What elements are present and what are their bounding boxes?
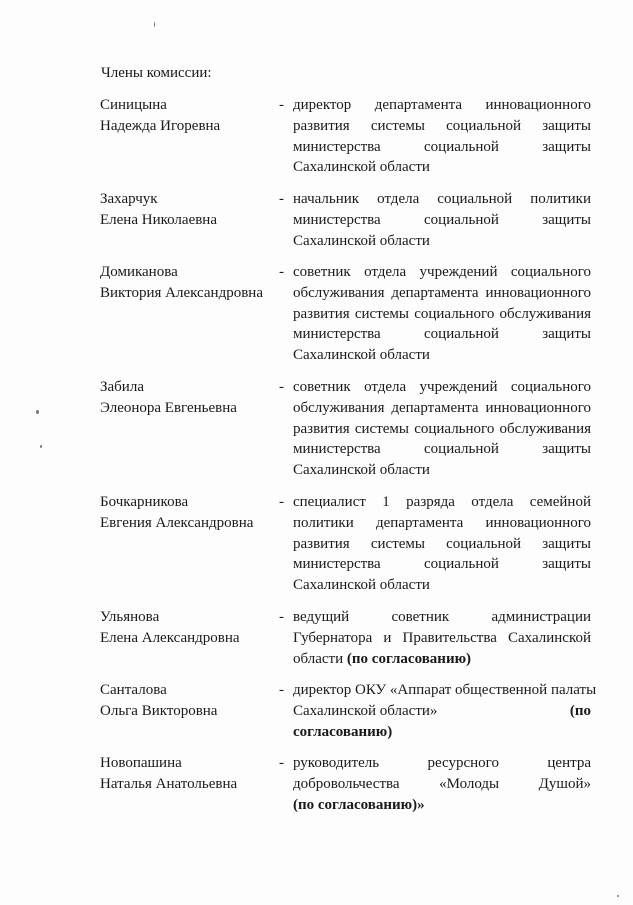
role-line: обслуживания департамента инновационного [293, 399, 591, 416]
role-line: развития системы социальной защиты [293, 535, 591, 552]
member-given-name: Евгения Александровна [100, 514, 254, 531]
member-name [100, 680, 275, 722]
member-name [100, 377, 275, 419]
approval-note: (по [569, 702, 591, 719]
member-role [293, 607, 591, 669]
role-line: начальник отдела социальной политики [293, 191, 591, 207]
dash-separator: - [279, 379, 284, 395]
role-line: руководитель ресурсного центра [293, 755, 591, 771]
member-role [293, 377, 591, 481]
role-line: развития системы социального обслуживания [293, 420, 591, 437]
member-name [100, 262, 275, 304]
member-name [100, 753, 275, 795]
approval-note: (по согласованию)» [293, 796, 425, 813]
role-line: обслуживания департамента инновационного [293, 284, 591, 301]
dash-separator: - [279, 97, 284, 113]
role-text: Сахалинской области» [293, 702, 438, 719]
dash-separator: - [279, 682, 284, 698]
role-line: советник отдела учреждений социального [293, 379, 591, 395]
role-line: министерства социальной защиты [293, 441, 591, 458]
member-role [293, 95, 591, 178]
member-role [293, 262, 591, 366]
scan-speck [36, 410, 39, 414]
member-name [100, 492, 275, 534]
scan-speck [154, 22, 155, 27]
member-name [100, 95, 275, 137]
role-line [293, 722, 591, 743]
commission-members-heading: Члены комиссии: [101, 65, 212, 81]
approval-note: (по согласованию) [346, 650, 472, 667]
role-line [293, 795, 591, 816]
role-line: специалист 1 разряда отдела семейной [293, 494, 591, 510]
role-line: Сахалинской области [293, 577, 430, 594]
member-surname: Бочкарникова [100, 494, 189, 510]
member-given-name: Элеонора Евгеньевна [100, 399, 237, 416]
role-line: директор департамента инновационного [293, 97, 591, 113]
member-surname: Забила [100, 379, 144, 395]
role-line: министерства социальной защиты [293, 211, 591, 228]
role-line: развития системы социального обслуживания [293, 305, 591, 322]
dash-separator: - [279, 755, 284, 771]
member-surname: Захарчук [100, 191, 158, 207]
member-surname: Санталова [100, 682, 167, 698]
member-surname: Ульянова [100, 609, 160, 625]
member-surname: Синицына [100, 97, 167, 113]
member-given-name: Елена Николаевна [100, 211, 217, 228]
member-given-name: Елена Александровна [100, 629, 240, 646]
member-role [293, 189, 591, 251]
dash-separator: - [279, 609, 284, 625]
member-role [293, 680, 597, 742]
member-surname: Домиканова [100, 264, 178, 280]
member-given-name: Наталья Анатольевна [100, 775, 238, 792]
role-line: Сахалинской области [293, 462, 430, 479]
role-line [293, 701, 591, 722]
dash-separator: - [279, 494, 284, 510]
role-line: Сахалинской области [293, 232, 430, 249]
role-line: ведущий советник администрации [293, 609, 591, 625]
role-line: министерства социальной защиты [293, 138, 591, 155]
role-line: Сахалинской области [293, 159, 430, 176]
role-line: министерства социальной защиты [293, 326, 591, 343]
role-line: министерства социальной защиты [293, 556, 591, 573]
member-name [100, 189, 275, 231]
role-line: развития системы социальной защиты [293, 117, 591, 134]
role-line: советник отдела учреждений социального [293, 264, 591, 280]
member-name [100, 607, 275, 649]
member-given-name: Виктория Александровна [100, 284, 263, 301]
member-given-name: Надежда Игоревна [100, 117, 221, 134]
scan-speck [617, 895, 619, 897]
dash-separator: - [279, 191, 284, 207]
role-line: добровольчества «Молоды Душой» [293, 775, 591, 792]
approval-note: согласованию) [293, 723, 393, 740]
member-surname: Новопашина [100, 755, 182, 771]
role-line: Губернатора и Правительства Сахалинской [293, 629, 591, 646]
role-line: Сахалинской области [293, 347, 430, 364]
role-text: области [293, 650, 347, 667]
member-given-name: Ольга Викторовна [100, 702, 218, 719]
scan-speck [40, 445, 42, 448]
member-role [293, 753, 591, 815]
role-line [293, 649, 591, 670]
dash-separator: - [279, 264, 284, 280]
role-line: политики департамента инновационного [293, 514, 591, 531]
member-role [293, 492, 591, 596]
role-line: директор ОКУ «Аппарат общественной палаты [293, 682, 597, 698]
